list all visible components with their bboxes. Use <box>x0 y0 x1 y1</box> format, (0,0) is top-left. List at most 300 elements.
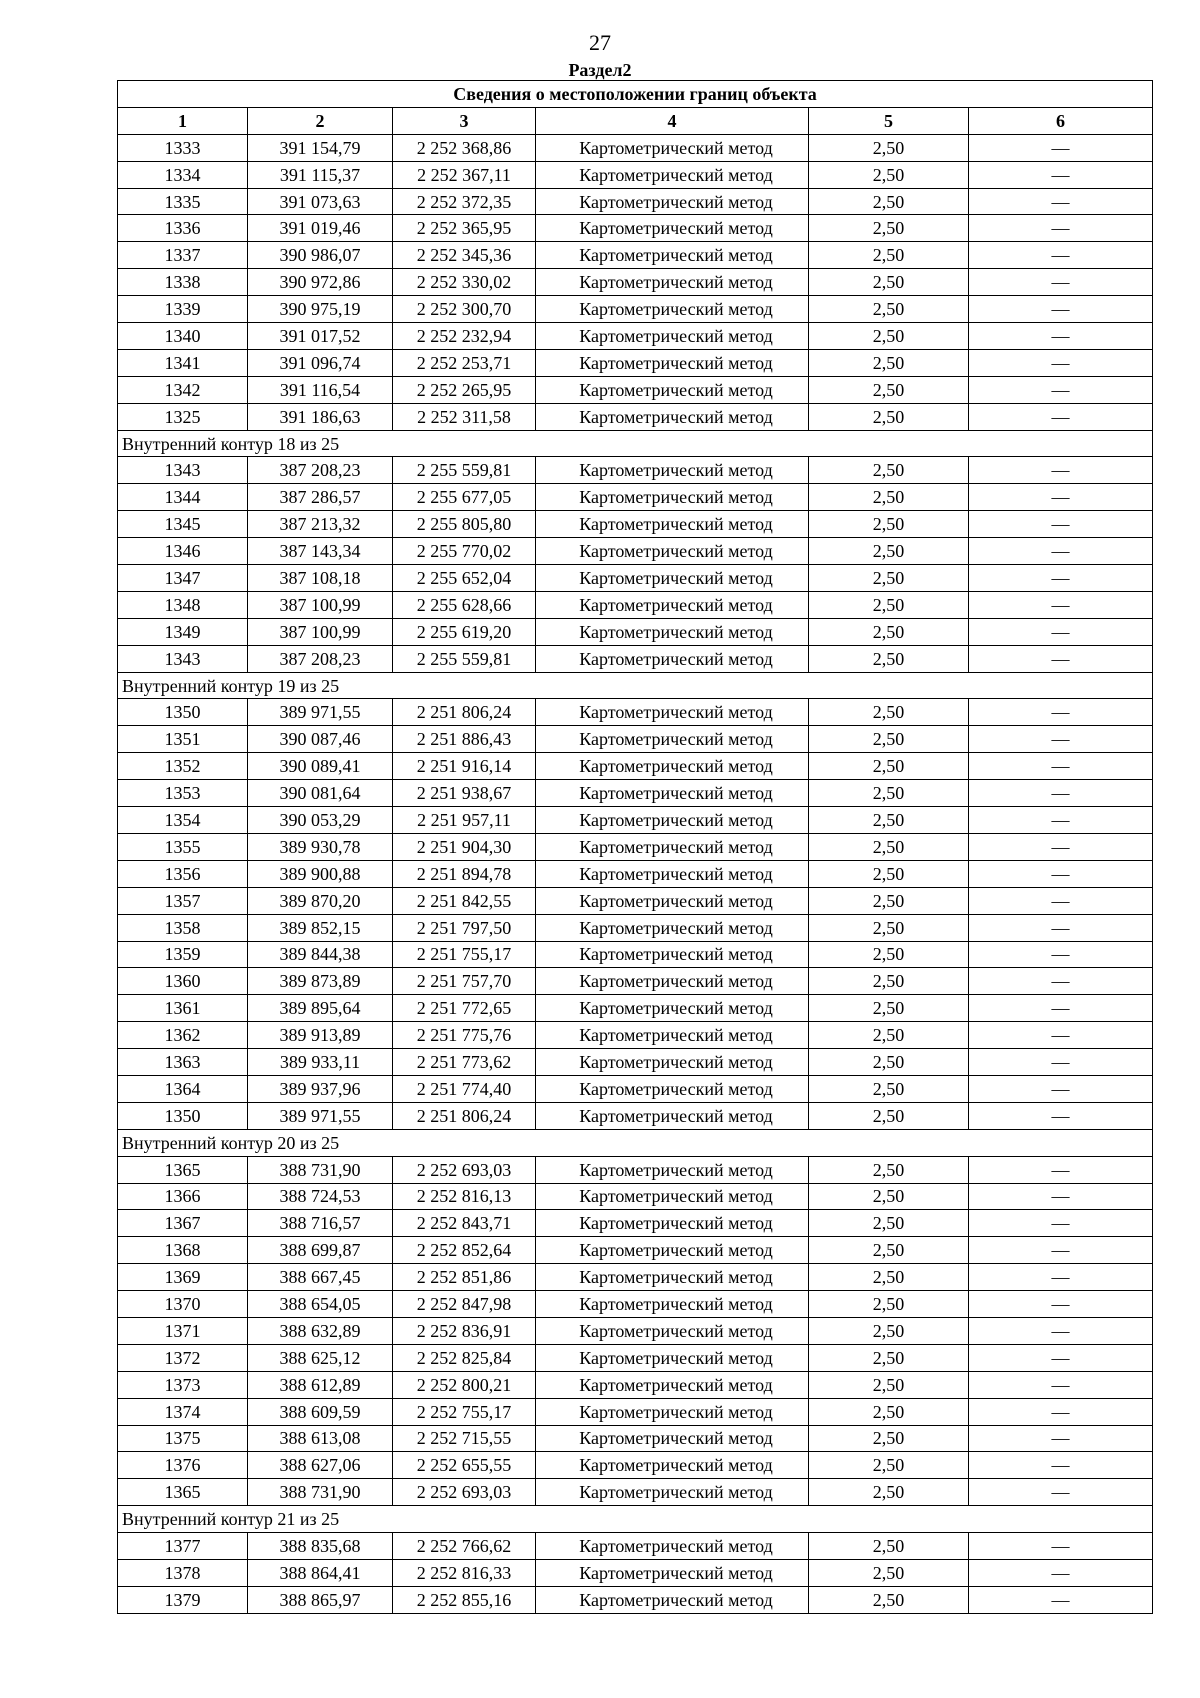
accuracy-cell: 2,50 <box>809 860 969 887</box>
point-number-cell: 1352 <box>118 753 248 780</box>
method-cell: Картометрический метод <box>536 860 809 887</box>
method-cell: Картометрический метод <box>536 1156 809 1183</box>
table-row <box>118 1425 1153 1452</box>
x-coordinate-cell: 390 053,29 <box>248 807 393 834</box>
x-coordinate-cell: 387 100,99 <box>248 618 393 645</box>
table-row <box>118 1264 1153 1291</box>
accuracy-cell: 2,50 <box>809 645 969 672</box>
point-number-cell: 1344 <box>118 484 248 511</box>
point-number-cell: 1338 <box>118 269 248 296</box>
description-cell: — <box>969 618 1153 645</box>
accuracy-cell: 2,50 <box>809 1264 969 1291</box>
method-cell: Картометрический метод <box>536 1452 809 1479</box>
x-coordinate-cell: 388 716,57 <box>248 1210 393 1237</box>
method-cell: Картометрический метод <box>536 269 809 296</box>
accuracy-cell: 2,50 <box>809 807 969 834</box>
column-header: 4 <box>536 107 809 134</box>
method-cell: Картометрический метод <box>536 968 809 995</box>
x-coordinate-cell: 388 731,90 <box>248 1479 393 1506</box>
method-cell: Картометрический метод <box>536 591 809 618</box>
y-coordinate-cell: 2 252 655,55 <box>393 1452 536 1479</box>
accuracy-cell: 2,50 <box>809 484 969 511</box>
table-row <box>118 323 1153 350</box>
accuracy-cell: 2,50 <box>809 1479 969 1506</box>
y-coordinate-cell: 2 252 232,94 <box>393 323 536 350</box>
description-cell: — <box>969 780 1153 807</box>
boundary-coordinates-table <box>117 80 1153 1614</box>
description-cell: — <box>969 1344 1153 1371</box>
table-row <box>118 484 1153 511</box>
point-number-cell: 1350 <box>118 699 248 726</box>
accuracy-cell: 2,50 <box>809 188 969 215</box>
y-coordinate-cell: 2 251 773,62 <box>393 1049 536 1076</box>
table-row <box>118 887 1153 914</box>
y-coordinate-cell: 2 252 265,95 <box>393 376 536 403</box>
point-number-cell: 1343 <box>118 645 248 672</box>
x-coordinate-cell: 387 143,34 <box>248 538 393 565</box>
method-cell: Картометрический метод <box>536 134 809 161</box>
x-coordinate-cell: 389 900,88 <box>248 860 393 887</box>
description-cell: — <box>969 188 1153 215</box>
y-coordinate-cell: 2 252 855,16 <box>393 1586 536 1613</box>
y-coordinate-cell: 2 252 693,03 <box>393 1156 536 1183</box>
x-coordinate-cell: 388 613,08 <box>248 1425 393 1452</box>
y-coordinate-cell: 2 252 851,86 <box>393 1264 536 1291</box>
y-coordinate-cell: 2 255 677,05 <box>393 484 536 511</box>
description-cell: — <box>969 1425 1153 1452</box>
x-coordinate-cell: 389 873,89 <box>248 968 393 995</box>
point-number-cell: 1365 <box>118 1479 248 1506</box>
table-title-row <box>118 81 1153 108</box>
x-coordinate-cell: 388 724,53 <box>248 1183 393 1210</box>
x-coordinate-cell: 389 870,20 <box>248 887 393 914</box>
x-coordinate-cell: 387 208,23 <box>248 457 393 484</box>
accuracy-cell: 2,50 <box>809 457 969 484</box>
table-title: Сведения о местоположении границ объекта <box>118 81 1153 108</box>
accuracy-cell: 2,50 <box>809 726 969 753</box>
method-cell: Картометрический метод <box>536 484 809 511</box>
y-coordinate-cell: 2 255 628,66 <box>393 591 536 618</box>
accuracy-cell: 2,50 <box>809 511 969 538</box>
y-coordinate-cell: 2 255 619,20 <box>393 618 536 645</box>
description-cell: — <box>969 403 1153 430</box>
x-coordinate-cell: 388 627,06 <box>248 1452 393 1479</box>
description-cell: — <box>969 1586 1153 1613</box>
point-number-cell: 1375 <box>118 1425 248 1452</box>
section-title: Раздел2 <box>568 60 632 80</box>
x-coordinate-cell: 390 081,64 <box>248 780 393 807</box>
method-cell: Картометрический метод <box>536 1479 809 1506</box>
method-cell: Картометрический метод <box>536 1210 809 1237</box>
description-cell: — <box>969 726 1153 753</box>
x-coordinate-cell: 388 699,87 <box>248 1237 393 1264</box>
description-cell: — <box>969 753 1153 780</box>
point-number-cell: 1366 <box>118 1183 248 1210</box>
accuracy-cell: 2,50 <box>809 780 969 807</box>
description-cell: — <box>969 484 1153 511</box>
method-cell: Картометрический метод <box>536 618 809 645</box>
description-cell: — <box>969 457 1153 484</box>
x-coordinate-cell: 391 115,37 <box>248 161 393 188</box>
method-cell: Картометрический метод <box>536 1559 809 1586</box>
method-cell: Картометрический метод <box>536 565 809 592</box>
y-coordinate-cell: 2 255 652,04 <box>393 565 536 592</box>
point-number-cell: 1359 <box>118 941 248 968</box>
table-row <box>118 995 1153 1022</box>
y-coordinate-cell: 2 251 806,24 <box>393 699 536 726</box>
y-coordinate-cell: 2 255 559,81 <box>393 645 536 672</box>
contour-header-row <box>118 430 1153 457</box>
point-number-cell: 1379 <box>118 1586 248 1613</box>
description-cell: — <box>969 1102 1153 1129</box>
table-row <box>118 699 1153 726</box>
accuracy-cell: 2,50 <box>809 941 969 968</box>
accuracy-cell: 2,50 <box>809 1586 969 1613</box>
point-number-cell: 1372 <box>118 1344 248 1371</box>
description-cell: — <box>969 1559 1153 1586</box>
y-coordinate-cell: 2 252 766,62 <box>393 1533 536 1560</box>
table-row <box>118 215 1153 242</box>
description-cell: — <box>969 1156 1153 1183</box>
x-coordinate-cell: 389 852,15 <box>248 914 393 941</box>
contour-label: Внутренний контур 18 из 25 <box>118 430 1153 457</box>
method-cell: Картометрический метод <box>536 1344 809 1371</box>
x-coordinate-cell: 391 019,46 <box>248 215 393 242</box>
table-row <box>118 1210 1153 1237</box>
point-number-cell: 1333 <box>118 134 248 161</box>
method-cell: Картометрический метод <box>536 780 809 807</box>
method-cell: Картометрический метод <box>536 1183 809 1210</box>
method-cell: Картометрический метод <box>536 349 809 376</box>
accuracy-cell: 2,50 <box>809 1049 969 1076</box>
table-row <box>118 296 1153 323</box>
accuracy-cell: 2,50 <box>809 269 969 296</box>
x-coordinate-cell: 387 208,23 <box>248 645 393 672</box>
y-coordinate-cell: 2 252 816,33 <box>393 1559 536 1586</box>
y-coordinate-cell: 2 252 847,98 <box>393 1291 536 1318</box>
method-cell: Картометрический метод <box>536 1317 809 1344</box>
accuracy-cell: 2,50 <box>809 887 969 914</box>
point-number-cell: 1371 <box>118 1317 248 1344</box>
x-coordinate-cell: 389 933,11 <box>248 1049 393 1076</box>
description-cell: — <box>969 323 1153 350</box>
method-cell: Картометрический метод <box>536 161 809 188</box>
x-coordinate-cell: 390 986,07 <box>248 242 393 269</box>
description-cell: — <box>969 1049 1153 1076</box>
point-number-cell: 1335 <box>118 188 248 215</box>
y-coordinate-cell: 2 251 757,70 <box>393 968 536 995</box>
method-cell: Картометрический метод <box>536 457 809 484</box>
accuracy-cell: 2,50 <box>809 161 969 188</box>
y-coordinate-cell: 2 252 715,55 <box>393 1425 536 1452</box>
x-coordinate-cell: 389 895,64 <box>248 995 393 1022</box>
y-coordinate-cell: 2 252 367,11 <box>393 161 536 188</box>
point-number-cell: 1356 <box>118 860 248 887</box>
description-cell: — <box>969 1022 1153 1049</box>
table-row <box>118 1559 1153 1586</box>
y-coordinate-cell: 2 252 253,71 <box>393 349 536 376</box>
point-number-cell: 1364 <box>118 1075 248 1102</box>
table-row <box>118 1237 1153 1264</box>
accuracy-cell: 2,50 <box>809 1022 969 1049</box>
point-number-cell: 1369 <box>118 1264 248 1291</box>
description-cell: — <box>969 134 1153 161</box>
y-coordinate-cell: 2 251 938,67 <box>393 780 536 807</box>
y-coordinate-cell: 2 252 368,86 <box>393 134 536 161</box>
description-cell: — <box>969 699 1153 726</box>
y-coordinate-cell: 2 252 330,02 <box>393 269 536 296</box>
point-number-cell: 1363 <box>118 1049 248 1076</box>
accuracy-cell: 2,50 <box>809 538 969 565</box>
point-number-cell: 1354 <box>118 807 248 834</box>
table-row <box>118 349 1153 376</box>
y-coordinate-cell: 2 252 365,95 <box>393 215 536 242</box>
page-number: 27 <box>589 30 611 55</box>
column-header: 1 <box>118 107 248 134</box>
contour-label: Внутренний контур 20 из 25 <box>118 1129 1153 1156</box>
point-number-cell: 1341 <box>118 349 248 376</box>
table-row <box>118 188 1153 215</box>
y-coordinate-cell: 2 251 842,55 <box>393 887 536 914</box>
accuracy-cell: 2,50 <box>809 914 969 941</box>
point-number-cell: 1339 <box>118 296 248 323</box>
y-coordinate-cell: 2 255 805,80 <box>393 511 536 538</box>
x-coordinate-cell: 388 625,12 <box>248 1344 393 1371</box>
x-coordinate-cell: 387 213,32 <box>248 511 393 538</box>
column-header: 2 <box>248 107 393 134</box>
x-coordinate-cell: 387 100,99 <box>248 591 393 618</box>
accuracy-cell: 2,50 <box>809 323 969 350</box>
accuracy-cell: 2,50 <box>809 1075 969 1102</box>
accuracy-cell: 2,50 <box>809 1156 969 1183</box>
accuracy-cell: 2,50 <box>809 134 969 161</box>
point-number-cell: 1360 <box>118 968 248 995</box>
point-number-cell: 1325 <box>118 403 248 430</box>
point-number-cell: 1351 <box>118 726 248 753</box>
description-cell: — <box>969 1237 1153 1264</box>
y-coordinate-cell: 2 252 755,17 <box>393 1398 536 1425</box>
x-coordinate-cell: 391 096,74 <box>248 349 393 376</box>
table-row <box>118 753 1153 780</box>
x-coordinate-cell: 388 835,68 <box>248 1533 393 1560</box>
x-coordinate-cell: 391 116,54 <box>248 376 393 403</box>
accuracy-cell: 2,50 <box>809 565 969 592</box>
point-number-cell: 1345 <box>118 511 248 538</box>
table-row <box>118 376 1153 403</box>
column-header-row <box>118 107 1153 134</box>
method-cell: Картометрический метод <box>536 376 809 403</box>
accuracy-cell: 2,50 <box>809 296 969 323</box>
method-cell: Картометрический метод <box>536 1237 809 1264</box>
description-cell: — <box>969 1479 1153 1506</box>
accuracy-cell: 2,50 <box>809 1559 969 1586</box>
y-coordinate-cell: 2 252 836,91 <box>393 1317 536 1344</box>
x-coordinate-cell: 391 073,63 <box>248 188 393 215</box>
accuracy-cell: 2,50 <box>809 968 969 995</box>
table-row <box>118 1317 1153 1344</box>
x-coordinate-cell: 389 971,55 <box>248 699 393 726</box>
table-row <box>118 1371 1153 1398</box>
y-coordinate-cell: 2 252 345,36 <box>393 242 536 269</box>
x-coordinate-cell: 391 154,79 <box>248 134 393 161</box>
x-coordinate-cell: 388 731,90 <box>248 1156 393 1183</box>
point-number-cell: 1358 <box>118 914 248 941</box>
table-row <box>118 591 1153 618</box>
method-cell: Картометрический метод <box>536 1075 809 1102</box>
y-coordinate-cell: 2 251 886,43 <box>393 726 536 753</box>
table-row <box>118 1398 1153 1425</box>
x-coordinate-cell: 387 286,57 <box>248 484 393 511</box>
method-cell: Картометрический метод <box>536 296 809 323</box>
y-coordinate-cell: 2 251 775,76 <box>393 1022 536 1049</box>
point-number-cell: 1361 <box>118 995 248 1022</box>
accuracy-cell: 2,50 <box>809 403 969 430</box>
method-cell: Картометрический метод <box>536 726 809 753</box>
description-cell: — <box>969 296 1153 323</box>
y-coordinate-cell: 2 252 300,70 <box>393 296 536 323</box>
point-number-cell: 1365 <box>118 1156 248 1183</box>
y-coordinate-cell: 2 255 559,81 <box>393 457 536 484</box>
method-cell: Картометрический метод <box>536 1371 809 1398</box>
y-coordinate-cell: 2 251 772,65 <box>393 995 536 1022</box>
table-row <box>118 1344 1153 1371</box>
x-coordinate-cell: 389 937,96 <box>248 1075 393 1102</box>
table-row <box>118 645 1153 672</box>
point-number-cell: 1368 <box>118 1237 248 1264</box>
description-cell: — <box>969 887 1153 914</box>
table-row <box>118 968 1153 995</box>
contour-label: Внутренний контур 21 из 25 <box>118 1506 1153 1533</box>
method-cell: Картометрический метод <box>536 833 809 860</box>
method-cell: Картометрический метод <box>536 807 809 834</box>
table-row <box>118 457 1153 484</box>
table-row <box>118 941 1153 968</box>
description-cell: — <box>969 376 1153 403</box>
method-cell: Картометрический метод <box>536 188 809 215</box>
y-coordinate-cell: 2 252 800,21 <box>393 1371 536 1398</box>
method-cell: Картометрический метод <box>536 941 809 968</box>
y-coordinate-cell: 2 251 755,17 <box>393 941 536 968</box>
description-cell: — <box>969 860 1153 887</box>
method-cell: Картометрический метод <box>536 995 809 1022</box>
table-row <box>118 242 1153 269</box>
point-number-cell: 1346 <box>118 538 248 565</box>
y-coordinate-cell: 2 252 816,13 <box>393 1183 536 1210</box>
method-cell: Картометрический метод <box>536 1533 809 1560</box>
accuracy-cell: 2,50 <box>809 1102 969 1129</box>
method-cell: Картометрический метод <box>536 914 809 941</box>
table-row <box>118 1075 1153 1102</box>
accuracy-cell: 2,50 <box>809 1317 969 1344</box>
y-coordinate-cell: 2 251 797,50 <box>393 914 536 941</box>
point-number-cell: 1378 <box>118 1559 248 1586</box>
y-coordinate-cell: 2 252 693,03 <box>393 1479 536 1506</box>
description-cell: — <box>969 1291 1153 1318</box>
accuracy-cell: 2,50 <box>809 1371 969 1398</box>
description-cell: — <box>969 914 1153 941</box>
y-coordinate-cell: 2 252 843,71 <box>393 1210 536 1237</box>
x-coordinate-cell: 389 844,38 <box>248 941 393 968</box>
table-row <box>118 833 1153 860</box>
table-row <box>118 1533 1153 1560</box>
method-cell: Картометрический метод <box>536 323 809 350</box>
x-coordinate-cell: 390 089,41 <box>248 753 393 780</box>
table-row <box>118 1183 1153 1210</box>
contour-header-row <box>118 672 1153 699</box>
point-number-cell: 1342 <box>118 376 248 403</box>
description-cell: — <box>969 349 1153 376</box>
method-cell: Картометрический метод <box>536 538 809 565</box>
column-header: 6 <box>969 107 1153 134</box>
point-number-cell: 1374 <box>118 1398 248 1425</box>
description-cell: — <box>969 1264 1153 1291</box>
table-row <box>118 538 1153 565</box>
point-number-cell: 1353 <box>118 780 248 807</box>
table-row <box>118 807 1153 834</box>
x-coordinate-cell: 388 632,89 <box>248 1317 393 1344</box>
accuracy-cell: 2,50 <box>809 242 969 269</box>
point-number-cell: 1336 <box>118 215 248 242</box>
accuracy-cell: 2,50 <box>809 1398 969 1425</box>
accuracy-cell: 2,50 <box>809 1533 969 1560</box>
table-row <box>118 269 1153 296</box>
accuracy-cell: 2,50 <box>809 1344 969 1371</box>
y-coordinate-cell: 2 252 852,64 <box>393 1237 536 1264</box>
x-coordinate-cell: 391 017,52 <box>248 323 393 350</box>
x-coordinate-cell: 389 930,78 <box>248 833 393 860</box>
description-cell: — <box>969 1183 1153 1210</box>
x-coordinate-cell: 389 971,55 <box>248 1102 393 1129</box>
description-cell: — <box>969 1398 1153 1425</box>
description-cell: — <box>969 807 1153 834</box>
table-row <box>118 1022 1153 1049</box>
point-number-cell: 1350 <box>118 1102 248 1129</box>
table-row <box>118 511 1153 538</box>
x-coordinate-cell: 391 186,63 <box>248 403 393 430</box>
accuracy-cell: 2,50 <box>809 1183 969 1210</box>
point-number-cell: 1349 <box>118 618 248 645</box>
y-coordinate-cell: 2 251 916,14 <box>393 753 536 780</box>
accuracy-cell: 2,50 <box>809 591 969 618</box>
point-number-cell: 1376 <box>118 1452 248 1479</box>
x-coordinate-cell: 388 667,45 <box>248 1264 393 1291</box>
point-number-cell: 1334 <box>118 161 248 188</box>
description-cell: — <box>969 645 1153 672</box>
table-row <box>118 1102 1153 1129</box>
table-row <box>118 914 1153 941</box>
table-row <box>118 1049 1153 1076</box>
method-cell: Картометрический метод <box>536 753 809 780</box>
point-number-cell: 1337 <box>118 242 248 269</box>
description-cell: — <box>969 1210 1153 1237</box>
description-cell: — <box>969 591 1153 618</box>
table-row <box>118 565 1153 592</box>
point-number-cell: 1357 <box>118 887 248 914</box>
method-cell: Картометрический метод <box>536 1022 809 1049</box>
description-cell: — <box>969 242 1153 269</box>
y-coordinate-cell: 2 252 311,58 <box>393 403 536 430</box>
point-number-cell: 1347 <box>118 565 248 592</box>
description-cell: — <box>969 565 1153 592</box>
y-coordinate-cell: 2 251 904,30 <box>393 833 536 860</box>
contour-header-row <box>118 1129 1153 1156</box>
x-coordinate-cell: 388 654,05 <box>248 1291 393 1318</box>
description-cell: — <box>969 269 1153 296</box>
table-row <box>118 1452 1153 1479</box>
accuracy-cell: 2,50 <box>809 618 969 645</box>
accuracy-cell: 2,50 <box>809 753 969 780</box>
point-number-cell: 1362 <box>118 1022 248 1049</box>
